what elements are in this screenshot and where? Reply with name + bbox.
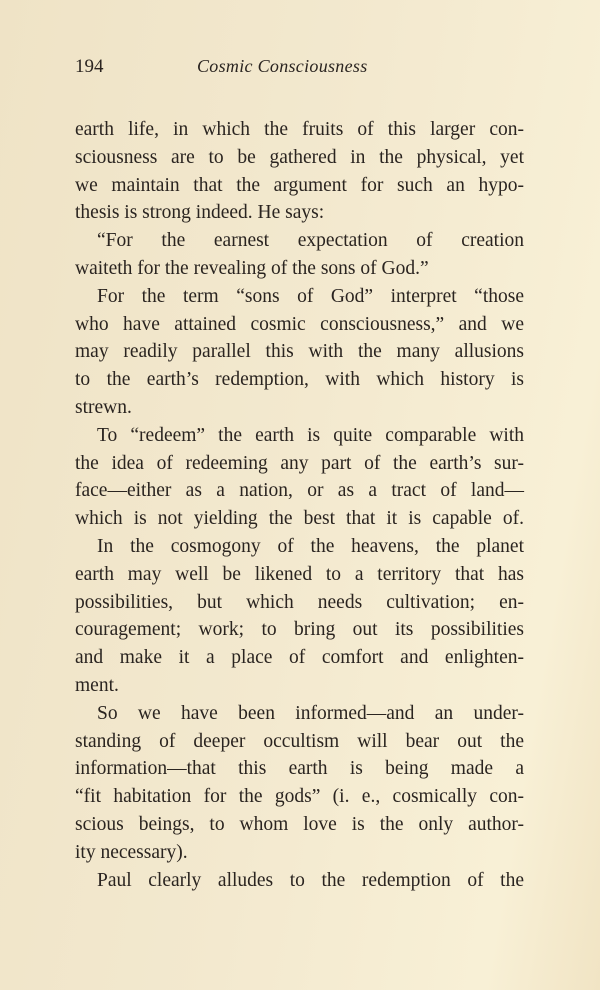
- running-title: Cosmic Consciousness: [197, 56, 368, 76]
- text-line: information—that this earth is being made a: [75, 758, 524, 780]
- text-line: So we have been informed—and an under-: [97, 702, 524, 724]
- text-line: earth may well be likened to a territory that has: [75, 563, 524, 585]
- text-line: scious beings, to whom love is the only author-: [75, 813, 524, 835]
- running-header: [75, 56, 525, 86]
- text-line: For the term “sons of God” interpret “those: [97, 285, 524, 307]
- text-line: To “redeem” the earth is quite comparable with: [97, 424, 524, 446]
- text-line: waiteth for the revealing of the sons of God.”: [75, 257, 429, 279]
- text-line: we maintain that the argument for such an hypo-: [75, 174, 524, 196]
- text-line: which is not yielding the best that it is capable of.: [75, 508, 524, 530]
- text-line: standing of deeper occultism will bear out the: [75, 730, 524, 752]
- text-line: thesis is strong indeed. He says:: [75, 202, 325, 224]
- text-line: to the earth’s redemption, with which history is: [75, 369, 524, 391]
- text-line: “For the earnest expectation of creation: [97, 230, 524, 252]
- body-text: [75, 116, 524, 894]
- text-line: and make it a place of comfort and enlighten-: [75, 647, 524, 669]
- text-line: “fit habitation for the gods” (i. e., cosmically con-: [75, 786, 524, 808]
- text-line: possibilities, but which needs cultivation; en-: [75, 591, 524, 613]
- text-line: who have attained cosmic consciousness,” and we: [75, 313, 524, 335]
- text-line: In the cosmogony of the heavens, the planet: [97, 535, 524, 557]
- text-line: face—either as a nation, or as a tract of land—: [75, 480, 524, 502]
- text-line: ity necessary).: [75, 841, 188, 863]
- text-line: couragement; work; to bring out its possibilities: [75, 619, 524, 641]
- page-number: 194: [75, 56, 104, 77]
- text-line: the idea of redeeming any part of the earth’s sur-: [75, 452, 524, 474]
- text-line: may readily parallel this with the many allusions: [75, 341, 524, 363]
- text-line: earth life, in which the fruits of this larger con-: [75, 119, 524, 140]
- text-line: Paul clearly alludes to the redemption of the: [97, 869, 524, 891]
- text-line: sciousness are to be gathered in the physical, yet: [75, 146, 524, 168]
- text-line: ment.: [75, 674, 119, 696]
- text-line: strewn.: [75, 396, 132, 418]
